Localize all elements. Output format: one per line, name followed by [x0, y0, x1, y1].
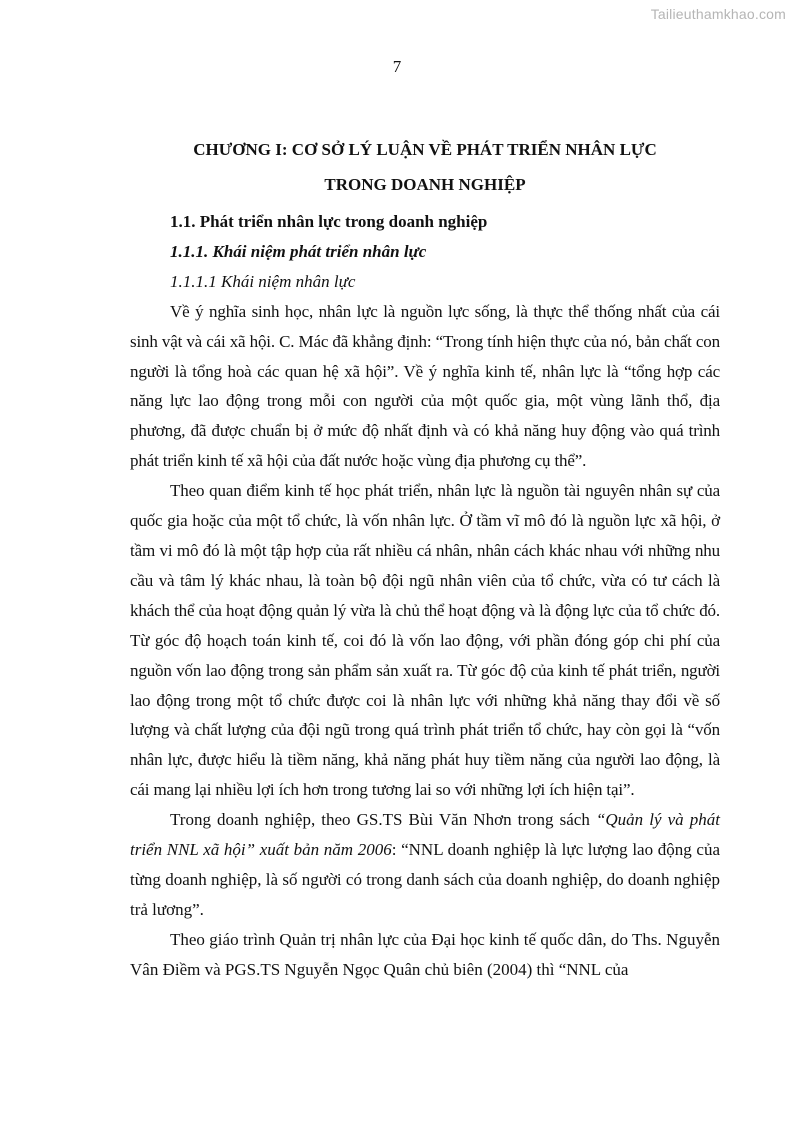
watermark: Tailieuthamkhao.com — [650, 6, 786, 22]
paragraph-4: Theo giáo trình Quản trị nhân lực của Đại học kinh tế quốc dân, do Ths. Nguyễn Vân Điềm và PGS.TS Nguyễn Ngọc Quân chủ biên (2004) thì “NNL của — [130, 929, 720, 979]
chapter-title-line2: TRONG DOANH NGHIỆP — [324, 175, 526, 194]
paragraph-2: Theo quan điểm kinh tế học phát triển, nhân lực là nguồn tài nguyên nhân sự của quốc gia hoặc của một tổ chức, là vốn nhân lực. Ở tầm vĩ mô đó là nguồn lực xã hội, ở tầm vi mô đó là một tập hợp của rất nhiều cá nhân, nhân cách khác nhau với những nhu cầu và tâm lý khác nhau, là toàn bộ đội ngũ nhân viên của tổ chức, vừa có tư cách là khách thể của hoạt động quản lý vừa là chủ thể hoạt động và là động lực của tổ chức đó. Từ góc độ hoạch toán kinh tế, coi đó là vốn lao động, với phần đóng góp chi phí của nguồn vốn lao động trong sản phẩm sản xuất ra. Từ góc độ của kinh tế phát triển, người lao động trong một tổ chức được coi là nhân lực với những khả năng thay đổi về số lượng và chất lượng của đội ngũ trong quá trình phát triển tổ chức, hay còn gọi là “vốn nhân lực, được hiểu là tiềm năng, khả năng phát huy tiềm năng của người lao động, là cái mang lại nhiều lợi ích hơn trong tương lai so với những lợi ích hiện tại”. — [130, 481, 720, 800]
book-title-citation: “Quản lý và phát triển NNL xã hội” xuất bản năm 2006 — [130, 810, 720, 860]
page-number: 7 — [392, 57, 402, 76]
paragraph-3-text-start: Trong doanh nghiệp, theo GS.TS Bùi Văn Nhơn trong sách — [170, 810, 596, 830]
section-heading-1-1: 1.1. Phát triển nhân lực trong doanh nghiệp — [170, 212, 488, 231]
chapter-title-line1: CHƯƠNG I: CƠ SỞ LÝ LUẬN VỀ PHÁT TRIỂN NHÂN LỰC — [193, 140, 657, 159]
chapter-title — [130, 132, 720, 202]
paragraph-3-text-end: : “NNL doanh nghiệp là lực lượng lao động của từng doanh nghiệp, là số người có trong danh sách của doanh nghiệp, do doanh nghiệp trả lương”. — [130, 840, 720, 919]
section-heading-1-1-1: 1.1.1. Khái niệm phát triển nhân lực — [170, 241, 427, 261]
paragraph-3 — [130, 805, 720, 925]
document-body — [130, 207, 720, 985]
paragraph-1: Về ý nghĩa sinh học, nhân lực là nguồn lực sống, là thực thể thống nhất của cái sinh vật và cái xã hội. C. Mác đã khẳng định: “Trong tính hiện thực của nó, bản chất con người là tổng hoà các quan hệ xã hội”. Về ý nghĩa kinh tế, nhân lực là “tổng hợp các năng lực lao động trong mỗi con người của một quốc gia, một vùng lãnh thổ, địa phương, đã được chuẩn bị ở mức độ nhất định và có khả năng huy động vào quá trình phát triển kinh tế xã hội của đất nước hoặc vùng địa phương cụ thể”. — [130, 301, 720, 471]
section-heading-1-1-1-1: 1.1.1.1 Khái niệm nhân lực — [170, 271, 356, 291]
